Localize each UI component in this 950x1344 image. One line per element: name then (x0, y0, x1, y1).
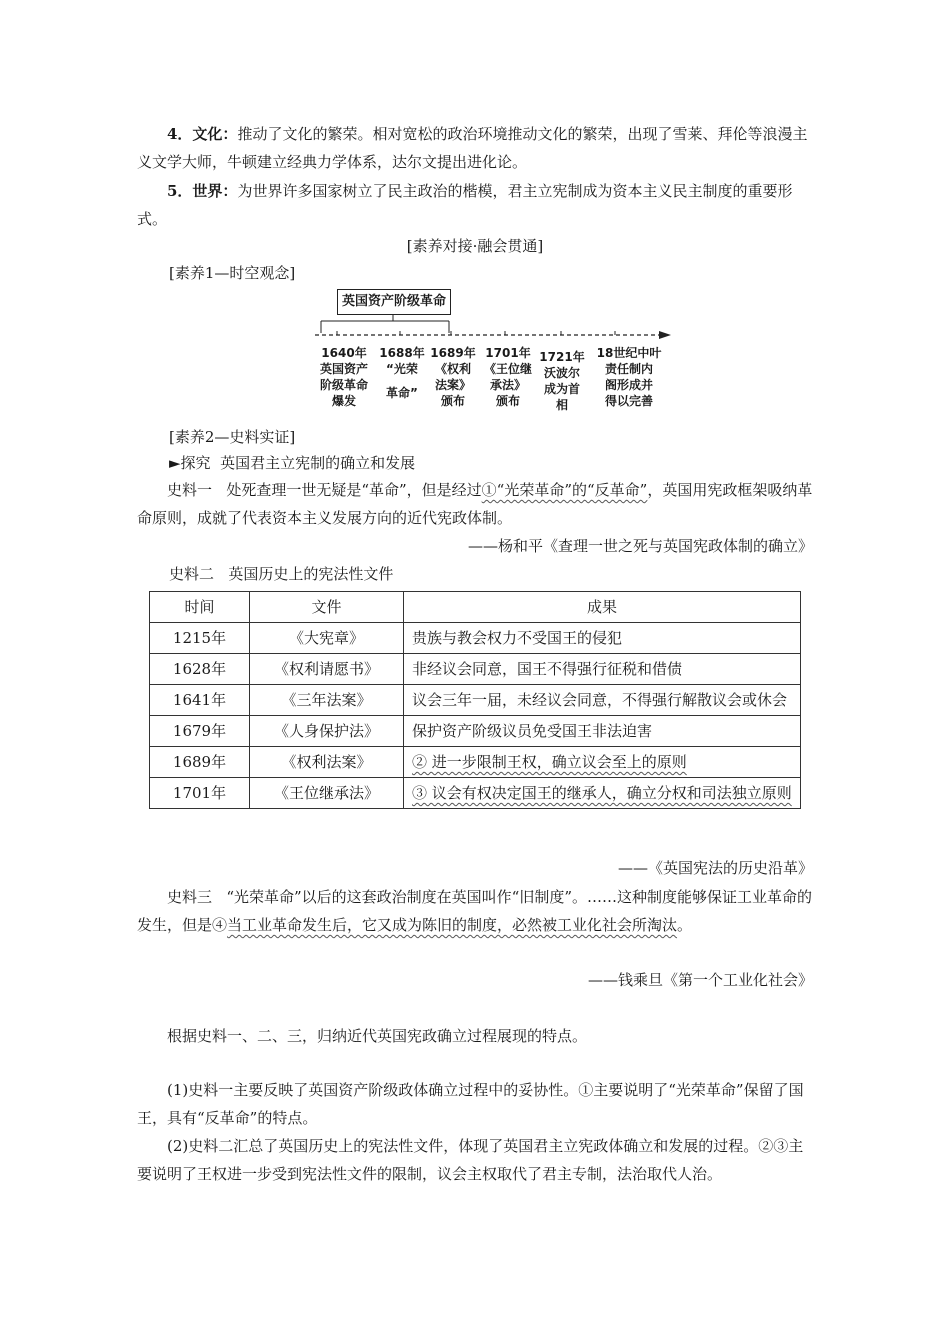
timeline-event-1689 (428, 345, 478, 409)
source-1-citation: ——杨和平《查理一世之死与英国宪政体制的确立》 (467, 537, 813, 555)
timeline-event-line: 承法》 (489, 378, 526, 392)
source-1-underlined: ①“光荣革命”的“反革命” (481, 481, 648, 499)
literacy-2-heading: [素养2—史料实证] (169, 428, 296, 446)
table-cell-result (404, 747, 801, 778)
table-cell-result (404, 778, 801, 809)
table-cell-year: 1641年 (150, 685, 250, 716)
source-3-after: 。 (677, 916, 693, 934)
timeline-event-line: 爆发 (331, 394, 356, 408)
source-3-underlined: 当工业革命发生后，它又成为陈旧的制度，必然被工业化社会所淘汰 (227, 916, 678, 934)
source-2-heading (169, 560, 393, 588)
source-3-label: 史料三 (167, 888, 213, 906)
table-row (150, 716, 801, 747)
timeline-event-1640 (315, 345, 373, 409)
timeline-event-line: 颁布 (440, 394, 465, 408)
table-cell-year: 1701年 (150, 778, 250, 809)
table-cell-doc: 《三年法案》 (250, 685, 404, 716)
literacy-1-heading: [素养1—时空观念] (169, 264, 296, 282)
timeline-event-line: 颁布 (495, 394, 520, 408)
explore-marker: ►探究 (169, 454, 211, 472)
explore-title: 英国君主立宪制的确立和发展 (220, 454, 416, 472)
table-cell-year: 1628年 (150, 654, 250, 685)
source-2-label: 史料二 (169, 565, 215, 583)
timeline-event-line: 革命” (386, 386, 418, 400)
table-cell-year: 1689年 (150, 747, 250, 778)
table-header-row (150, 592, 801, 623)
timeline-event-line: 《王位继 (483, 362, 532, 376)
timeline-event-line: 沃波尔 (543, 366, 580, 380)
source-2-title: 英国历史上的宪法性文件 (228, 565, 394, 583)
table-cell-result: 保护资产阶级议员免受国王非法迫害 (404, 716, 801, 747)
timeline-event-line: 成为首 (543, 382, 580, 396)
table-row (150, 747, 801, 778)
constitutional-documents-table (149, 591, 801, 809)
source-1-after: ，英国用宪政框架吸纳革命原则，成就了代表资本主义发展方向的近代宪政体制。 (137, 481, 813, 527)
section-heading: [素养对接·融会贯通] (406, 237, 544, 255)
table-header-cell: 成果 (404, 592, 801, 623)
timeline-event-line: 得以完善 (604, 394, 653, 408)
table-header-cell: 时间 (150, 592, 250, 623)
question: 根据史料一、二、三，归纳近代英国宪政确立过程展现的特点。 (167, 1027, 588, 1045)
table-row (150, 778, 801, 809)
table-cell-doc: 《权利法案》 (250, 747, 404, 778)
source-1-label: 史料一 (167, 481, 213, 499)
timeline-event-1688 (377, 345, 427, 401)
source-2-citation: ——《英国宪法的历史沿革》 (617, 859, 813, 877)
timeline-event-18th-century (589, 345, 669, 409)
timeline-event-line: 1689年 (430, 346, 476, 360)
paragraph-world (137, 177, 813, 233)
explore-heading (169, 449, 415, 477)
answer-2: (2)史料二汇总了英国历史上的宪法性文件，体现了英国君主立宪政体确立和发展的过程。②③主要说明了王权进一步受到宪法性文件的限制，议会主权取代了君主专制，法治取代人治。 (137, 1137, 804, 1183)
timeline-event-line: 1640年 (321, 346, 367, 360)
paragraph-culture-text: 推动了文化的繁荣。相对宽松的政治环境推动文化的繁荣，出现了雪莱、拜伦等浪漫主义文学大师，牛顿建立经典力学体系，达尔文提出进化论。 (137, 125, 808, 171)
table-cell-result-underlined: ② 进一步限制王权，确立议会至上的原则 (412, 753, 687, 771)
timeline-event-line: 1688年 (379, 346, 425, 360)
table-cell-doc: 《权利请愿书》 (250, 654, 404, 685)
table-cell-result-underlined: ③ 议会有权决定国王的继承人，确立分权和司法独立原则 (412, 784, 792, 802)
timeline-event-1701 (480, 345, 536, 409)
timeline-event-line: 《权利 (434, 362, 471, 376)
table-cell-doc: 《人身保护法》 (250, 716, 404, 747)
table-cell-result: 非经议会同意，国王不得强行征税和借债 (404, 654, 801, 685)
table-cell-year: 1215年 (150, 623, 250, 654)
timeline-figure (315, 289, 675, 414)
paragraph-world-text: 为世界许多国家树立了民主政治的楷模，君主立宪制成为资本主义民主制度的重要形式。 (137, 182, 793, 228)
table-cell-doc: 《大宪章》 (250, 623, 404, 654)
table-row (150, 623, 801, 654)
source-1-paragraph (137, 476, 813, 532)
paragraph-culture (137, 120, 813, 176)
table-row (150, 654, 801, 685)
timeline-event-1721 (537, 349, 587, 413)
table-cell-result: 议会三年一届，未经议会同意，不得强行解散议会或休会 (404, 685, 801, 716)
timeline-event-line: 阁形成并 (604, 378, 653, 392)
table-cell-year: 1679年 (150, 716, 250, 747)
source-3-before: “光荣革命”以后的这套政治制度在英国叫作“旧制度”。……这种制度能够保证工业革命的发生，但是④ (137, 888, 813, 934)
answer-1: (1)史料一主要反映了英国资产阶级政体确立过程中的妥协性。①主要说明了“光荣革命”保留了国王，具有“反革命”的特点。 (137, 1081, 804, 1127)
timeline-event-line: “光荣 (386, 362, 418, 376)
table-header-cell: 文件 (250, 592, 404, 623)
table-cell-result: 贵族与教会权力不受国王的侵犯 (404, 623, 801, 654)
timeline-box-label: 英国资产阶级革命 (337, 289, 451, 315)
timeline-event-line: 相 (555, 398, 568, 412)
table-row (150, 685, 801, 716)
timeline-event-line: 1721年 (539, 350, 585, 364)
source-3-paragraph (137, 883, 813, 939)
timeline-event-line: 18世纪中叶 (596, 346, 662, 360)
paragraph-culture-lead: 4．文化： (167, 125, 238, 143)
timeline-event-line: 法案》 (434, 378, 471, 392)
timeline-event-line: 英国资产 (319, 362, 368, 376)
source-1-before: 处死查理一世无疑是“革命”，但是经过 (226, 481, 482, 499)
table-cell-doc: 《王位继承法》 (250, 778, 404, 809)
timeline-event-line: 1701年 (485, 346, 531, 360)
source-3-citation: ——钱乘旦《第一个工业化社会》 (587, 971, 813, 989)
timeline-event-line: 阶级革命 (319, 378, 368, 392)
timeline-event-line: 责任制内 (604, 362, 653, 376)
paragraph-world-lead: 5．世界： (167, 182, 238, 200)
